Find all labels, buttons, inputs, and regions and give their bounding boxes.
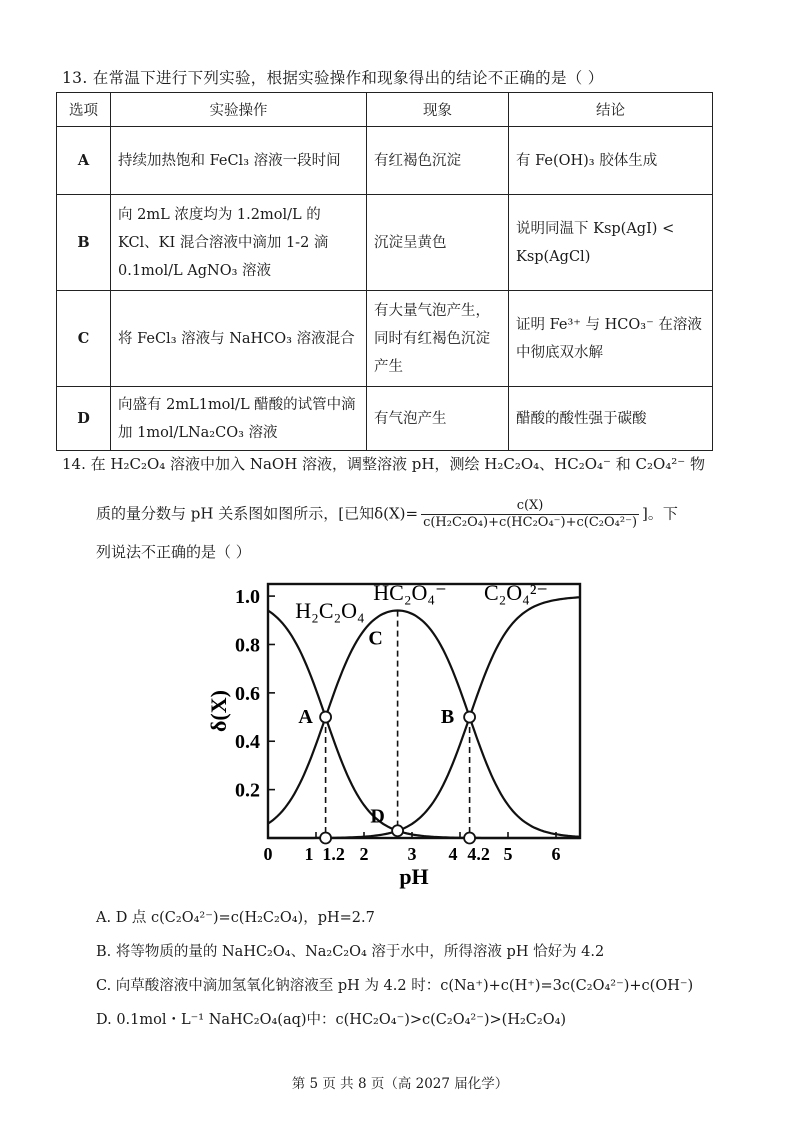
row-conclusion: 醋酸的酸性强于碳酸 — [509, 387, 713, 451]
x-tick-label: 1.2 — [322, 844, 345, 864]
q14-stem-line1: 14. 在 H₂C₂O₄ 溶液中加入 NaOH 溶液，调整溶液 pH，测绘 H₂C₂O₄、HC₂O₄⁻ 和 C₂O₄²⁻ 物 — [62, 455, 705, 473]
answer-a: A. D 点 c(C₂O₄²⁻)=c(H₂C₂O₄)，pH=2.7 — [96, 910, 375, 926]
y-tick-label: 0.8 — [235, 634, 260, 657]
q14-stem-line2-post: ]。下 — [642, 504, 678, 523]
answer-d: D. 0.1mol・L⁻¹ NaHC₂O₄(aq)中：c(HC₂O₄⁻)>c(C₂O₄²⁻)>(H₂C₂O₄) — [96, 1012, 567, 1028]
marker-circle — [320, 833, 331, 844]
speciation-chart — [200, 572, 600, 892]
y-tick-label: 1.0 — [235, 586, 260, 609]
row-operation: 持续加热饱和 FeCl₃ 溶液一段时间 — [111, 127, 367, 195]
fraction-denominator: c(H₂C₂O₄)+c(HC₂O₄⁻)+c(C₂O₄²⁻) — [423, 515, 638, 530]
q13-title: 13. 在常温下进行下列实验，根据实验操作和现象得出的结论不正确的是（ ） — [62, 69, 604, 87]
hc2o4-curve — [268, 611, 580, 837]
row-operation: 将 FeCl₃ 溶液与 NaHCO₃ 溶液混合 — [111, 291, 367, 387]
answer-c: C. 向草酸溶液中滴加氢氧化钠溶液至 pH 为 4.2 时：c(Na⁺)+c(H⁺)=3c(C₂O₄²⁻)+c(OH⁻) — [96, 978, 694, 994]
row-option: A — [57, 127, 111, 195]
q14-stem-line3: 列说法不正确的是（ ） — [96, 543, 251, 561]
x-tick-label: 4.2 — [467, 844, 490, 864]
y-tick-label: 0.4 — [235, 731, 260, 754]
fraction-numerator: c(X) — [421, 498, 639, 515]
experiment-table — [56, 92, 713, 451]
row-conclusion: 证明 Fe³⁺ 与 HCO₃⁻ 在溶液中彻底双水解 — [509, 291, 713, 387]
header-option: 选项 — [57, 93, 111, 127]
answer-b: B. 将等物质的量的 NaHC₂O₄、Na₂C₂O₄ 溶于水中，所得溶液 pH 恰好为 4.2 — [96, 944, 605, 960]
marker-circle — [464, 833, 475, 844]
point-label: A — [298, 706, 313, 729]
header-conclusion: 结论 — [509, 93, 713, 127]
row-phenomenon: 有气泡产生 — [367, 387, 509, 451]
x-tick-label: 6 — [551, 844, 561, 864]
row-operation: 向盛有 2mL1mol/L 醋酸的试管中滴加 1mol/LNa₂CO₃ 溶液 — [111, 387, 367, 451]
header-phenomenon: 现象 — [367, 93, 509, 127]
y-tick-label: 0.6 — [235, 682, 260, 705]
x-tick-label: 5 — [503, 844, 513, 864]
row-phenomenon: 有大量气泡产生，同时有红褐色沉淀产生 — [367, 291, 509, 387]
point-label: C — [368, 627, 383, 650]
x-tick-label: 4 — [448, 844, 458, 864]
table-row — [57, 387, 713, 451]
series-label: H₂C₂O₄ — [295, 598, 365, 623]
table-row — [57, 291, 713, 387]
row-option: C — [57, 291, 111, 387]
series-label: HC₂O₄⁻ — [373, 580, 447, 605]
row-option: D — [57, 387, 111, 451]
x-tick-label: 3 — [407, 844, 417, 864]
row-phenomenon: 有红褐色沉淀 — [367, 127, 509, 195]
y-tick-label: 0.2 — [235, 779, 260, 802]
row-conclusion: 有 Fe(OH)₃ 胶体生成 — [509, 127, 713, 195]
delta-fraction — [421, 498, 639, 531]
point-label: D — [370, 805, 385, 828]
h2c2o4-curve — [268, 611, 580, 839]
x-tick-label: 2 — [359, 844, 369, 864]
q14-stem-line2 — [96, 498, 678, 531]
row-phenomenon: 沉淀呈黄色 — [367, 195, 509, 291]
c2o4-curve — [268, 597, 580, 838]
point-label: B — [440, 706, 455, 729]
marker-circle — [320, 712, 331, 723]
x-tick-label: 1 — [304, 844, 314, 864]
marker-circle — [464, 712, 475, 723]
row-option: B — [57, 195, 111, 291]
q14-stem-line2-pre: 质的量分数与 pH 关系图如图所示，[已知δ(X)= — [96, 504, 419, 523]
table-row — [57, 195, 713, 291]
table-row — [57, 127, 713, 195]
row-conclusion: 说明同温下 Ksp(AgI) < Ksp(AgCl) — [509, 195, 713, 291]
y-axis-title: δ(X) — [206, 690, 231, 732]
header-operation: 实验操作 — [111, 93, 367, 127]
x-tick-label: 0 — [263, 844, 273, 864]
page-footer: 第 5 页 共 8 页（高 2027 届化学） — [291, 1076, 509, 1092]
series-label: C₂O₄²⁻ — [483, 580, 549, 605]
row-operation: 向 2mL 浓度均为 1.2mol/L 的 KCl、KI 混合溶液中滴加 1-2 滴 0.1mol/L AgNO₃ 溶液 — [111, 195, 367, 291]
marker-circle — [392, 825, 403, 836]
table-header-row — [57, 93, 713, 127]
x-axis-title: pH — [399, 864, 429, 889]
